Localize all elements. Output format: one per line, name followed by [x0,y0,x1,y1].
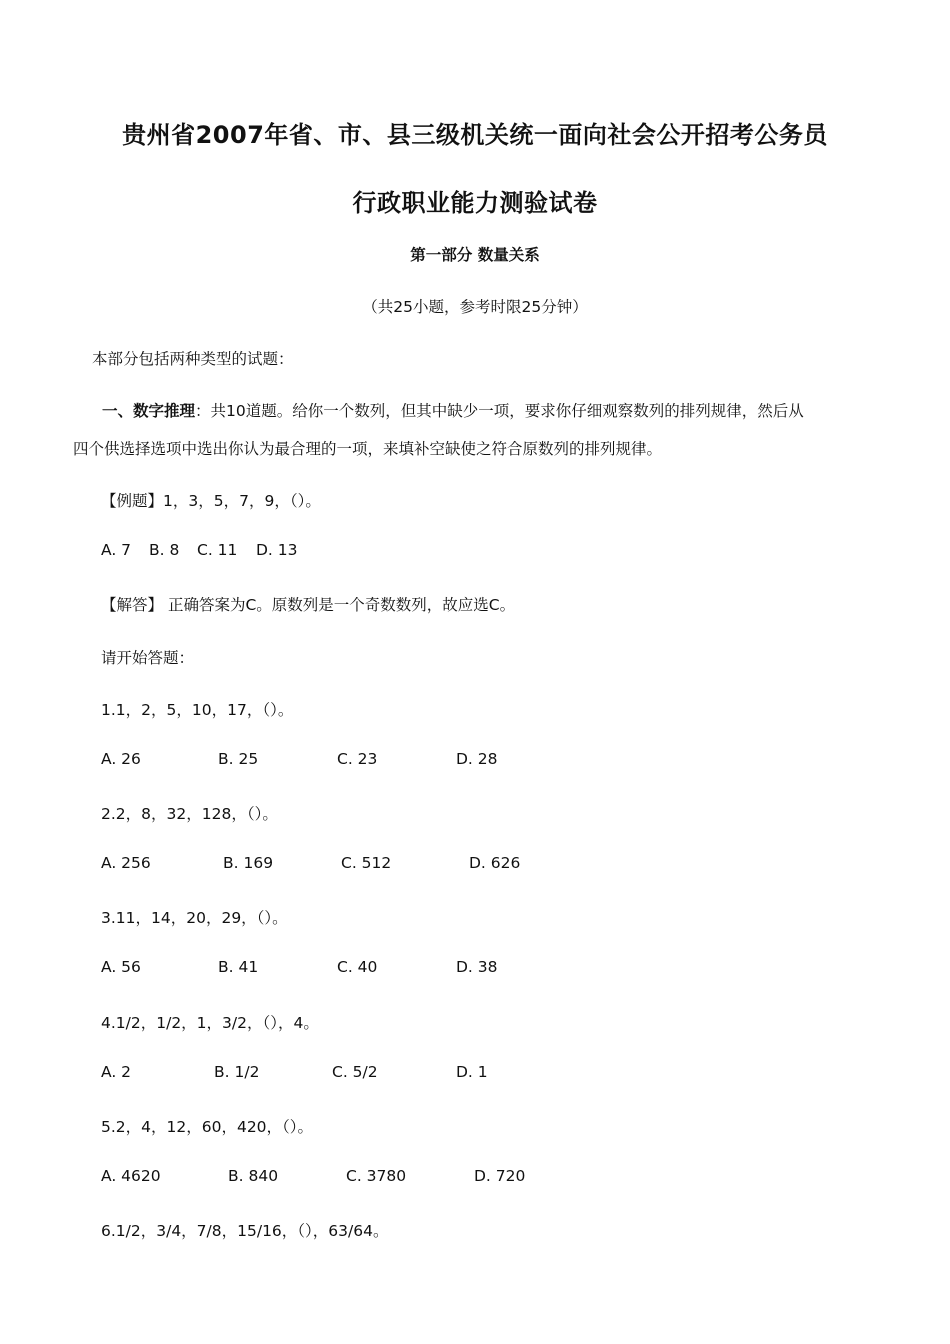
question-option: D. 28 [456,750,498,768]
question-option: B. 169 [223,854,274,872]
question-option: D. 38 [456,958,498,976]
question-option: B. 1/2 [214,1063,260,1081]
answer-label: 【解答】 [101,596,164,614]
part-heading: 第一部分 数量关系 [410,246,540,264]
section1-text-line2: 四个供选择选项中选出你认为最合理的一项，来填补空缺使之符合原数列的排列规律。 [73,440,663,458]
section1-text-line1: ：共10道题。给你一个数列，但其中缺少一项，要求你仔细观察数列的排列规律，然后从 [195,402,804,420]
example-label: 【例题】 [101,492,164,510]
intro-text: 本部分包括两种类型的试题： [92,350,294,368]
section1-line1 [102,399,804,421]
section1-label: 一、数字推理 [102,402,196,420]
example-option-c: C. 11 [197,541,238,559]
example-option-a: A. 7 [101,541,132,559]
start-prompt: 请开始答题： [101,649,195,667]
question-option: B. 41 [218,958,259,976]
part-note: （共25小题，参考时限25分钟） [362,298,588,316]
question-stem: 4.1/2，1/2，1，3/2，（），4。 [101,1014,319,1032]
answer-text: 正确答案为C。原数列是一个奇数数列，故应选C。 [163,596,516,614]
question-option: A. 56 [101,958,141,976]
question-stem: 1.1，2，5，10，17，（）。 [101,701,294,719]
question-option: B. 840 [228,1167,279,1185]
question-option: C. 3780 [346,1167,407,1185]
question-option: D. 1 [456,1063,488,1081]
example-option-b: B. 8 [149,541,180,559]
example-option-d: D. 13 [256,541,298,559]
question-option: C. 40 [337,958,378,976]
example-question [101,489,321,511]
question-option: A. 4620 [101,1167,161,1185]
question-option: D. 720 [474,1167,526,1185]
question-option: A. 2 [101,1063,132,1081]
question-option: D. 626 [469,854,521,872]
example-stem: 1，3，5，7，9，（）。 [163,492,321,510]
document-title-line1: 贵州省2007年省、市、县三级机关统一面向社会公开招考公务员 [122,121,828,149]
question-stem: 6.1/2，3/4，7/8，15/16，（），63/64。 [101,1222,389,1240]
question-stem: 5.2，4，12，60，420，（）。 [101,1118,314,1136]
document-title-line2: 行政职业能力测验试卷 [352,189,598,217]
question-option: A. 256 [101,854,151,872]
question-option: B. 25 [218,750,259,768]
question-option: C. 5/2 [332,1063,378,1081]
question-option: C. 512 [341,854,392,872]
question-stem: 2.2，8，32，128，（）。 [101,805,278,823]
question-option: C. 23 [337,750,378,768]
question-option: A. 26 [101,750,141,768]
example-answer [101,593,515,615]
question-stem: 3.11，14，20，29，（）。 [101,909,288,927]
